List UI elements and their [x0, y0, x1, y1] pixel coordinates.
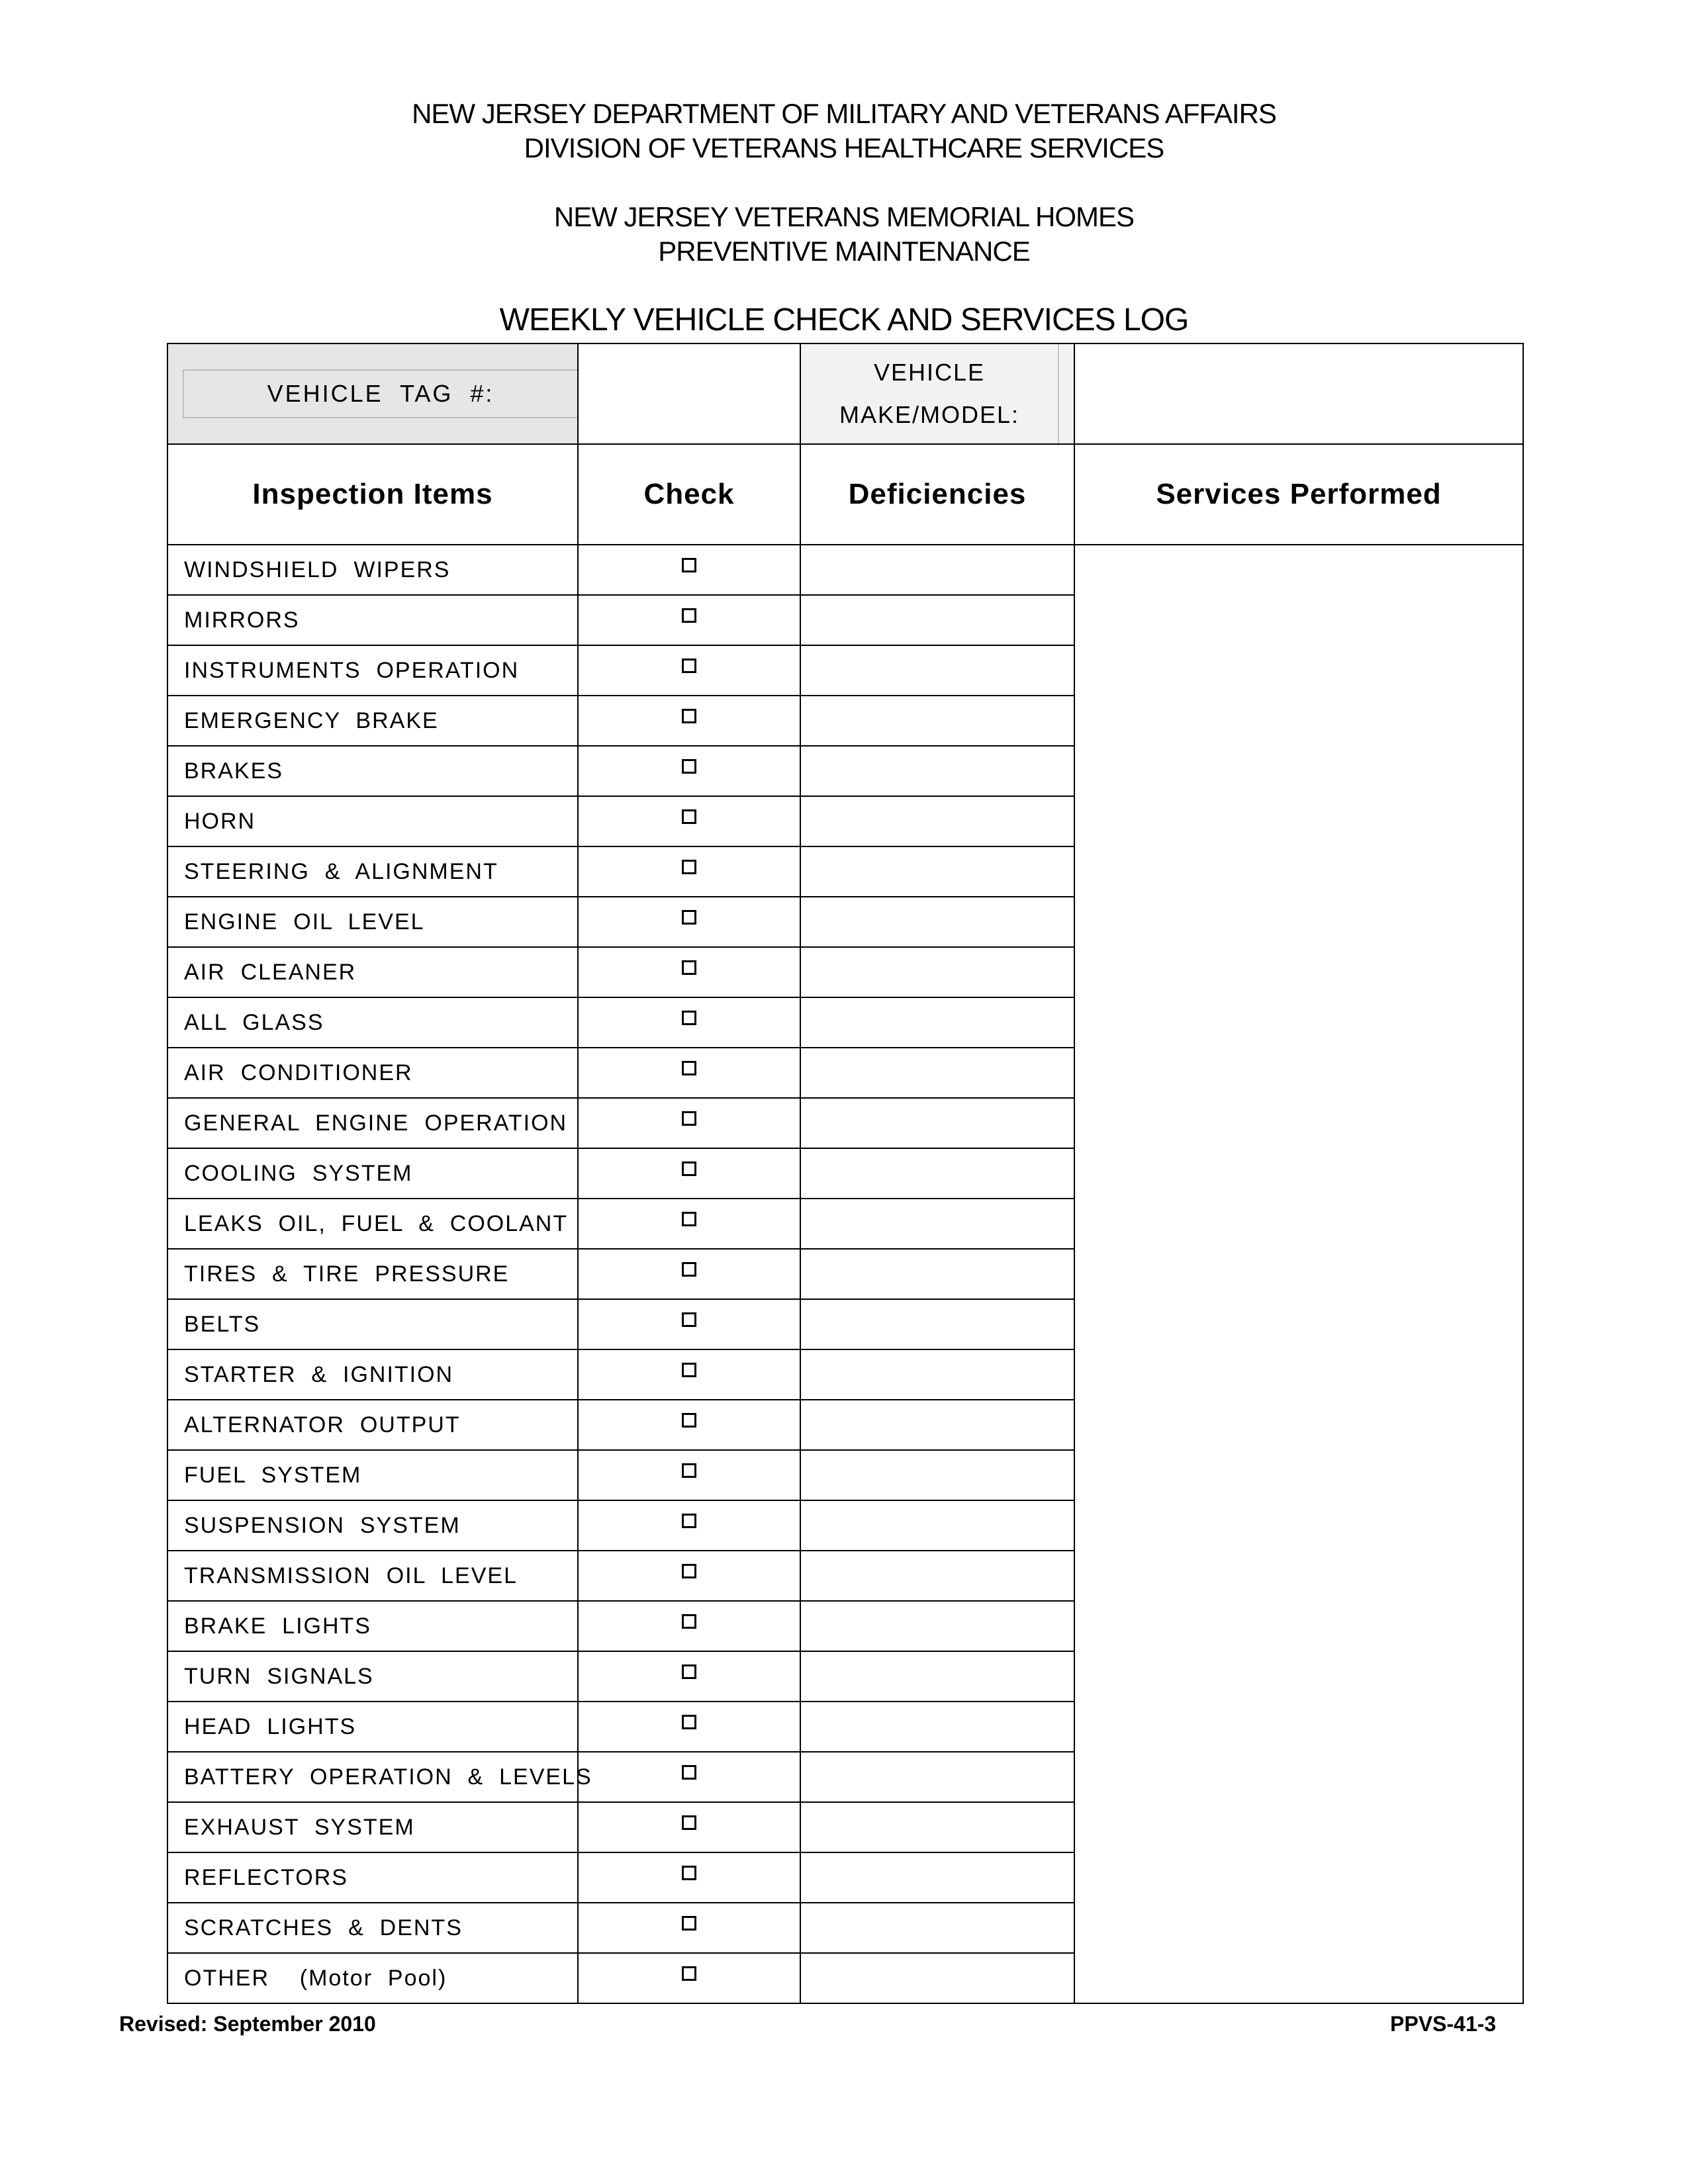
deficiencies-field[interactable]: [800, 696, 1074, 746]
check-cell: [578, 696, 800, 746]
inspection-item-label: TIRES & TIRE PRESSURE: [167, 1249, 578, 1299]
check-cell: [578, 1098, 800, 1148]
check-cell: [578, 1048, 800, 1098]
checkbox[interactable]: [682, 608, 696, 623]
check-cell: [578, 545, 800, 595]
check-cell: [578, 1299, 800, 1349]
vehicle-info-row: [167, 343, 1523, 444]
inspection-item-label: ALL GLASS: [167, 997, 578, 1048]
col-header-deficiencies: Deficiencies: [800, 444, 1074, 545]
checkbox[interactable]: [682, 1815, 696, 1830]
inspection-item-label: INSTRUMENTS OPERATION: [167, 645, 578, 696]
check-cell: [578, 1752, 800, 1802]
check-cell: [578, 1651, 800, 1702]
deficiencies-field[interactable]: [800, 1098, 1074, 1148]
checkbox[interactable]: [682, 659, 696, 673]
check-cell: [578, 796, 800, 846]
column-header-row: [167, 444, 1523, 545]
check-cell: [578, 846, 800, 897]
check-cell: [578, 1802, 800, 1852]
checkbox[interactable]: [682, 709, 696, 723]
checkbox[interactable]: [682, 1262, 696, 1277]
checkbox[interactable]: [682, 759, 696, 774]
deficiencies-field[interactable]: [800, 1702, 1074, 1752]
check-cell: [578, 1551, 800, 1601]
inspection-item-label: BELTS: [167, 1299, 578, 1349]
checkbox[interactable]: [682, 558, 696, 572]
vehicle-tag-label-cell: [167, 343, 578, 444]
form-title: WEEKLY VEHICLE CHECK AND SERVICES LOG: [499, 302, 1189, 338]
inspection-item-label: WINDSHIELD WIPERS: [167, 545, 578, 595]
inspection-item-label: HEAD LIGHTS: [167, 1702, 578, 1752]
inspection-item-label: AIR CONDITIONER: [167, 1048, 578, 1098]
checkbox[interactable]: [682, 1866, 696, 1880]
inspection-item-label: COOLING SYSTEM: [167, 1148, 578, 1199]
inspection-item-label: REFLECTORS: [167, 1852, 578, 1903]
checkbox[interactable]: [682, 809, 696, 824]
deficiencies-field[interactable]: [800, 1551, 1074, 1601]
check-cell: [578, 1349, 800, 1400]
inspection-item-label: OTHER (Motor Pool): [167, 1953, 578, 2003]
deficiencies-field[interactable]: [800, 746, 1074, 796]
inspection-item-label: TRANSMISSION OIL LEVEL: [167, 1551, 578, 1601]
inspection-item-label: EMERGENCY BRAKE: [167, 696, 578, 746]
check-cell: [578, 997, 800, 1048]
deficiencies-field[interactable]: [800, 1199, 1074, 1249]
vehicle-make-label-line1: VEHICLE: [873, 359, 986, 386]
check-cell: [578, 1702, 800, 1752]
deficiencies-field[interactable]: [800, 1450, 1074, 1500]
deficiencies-field[interactable]: [800, 846, 1074, 897]
inspection-item-label: MIRRORS: [167, 595, 578, 645]
checkbox[interactable]: [682, 1715, 696, 1729]
vehicle-tag-field[interactable]: [578, 343, 800, 444]
checkbox[interactable]: [682, 960, 696, 975]
checkbox[interactable]: [682, 1966, 696, 1981]
deficiencies-field[interactable]: [800, 1802, 1074, 1852]
deficiencies-field[interactable]: [800, 1148, 1074, 1199]
deficiencies-field[interactable]: [800, 1601, 1074, 1651]
inspection-item-label: GENERAL ENGINE OPERATION: [167, 1098, 578, 1148]
checkbox[interactable]: [682, 1161, 696, 1176]
inspection-item-label: FUEL SYSTEM: [167, 1450, 578, 1500]
check-cell: [578, 746, 800, 796]
header-homes: NEW JERSEY VETERANS MEMORIAL HOMES: [553, 201, 1135, 232]
inspection-item-label: ALTERNATOR OUTPUT: [167, 1400, 578, 1450]
inspection-item-label: BRAKES: [167, 746, 578, 796]
inspection-item-label: STARTER & IGNITION: [167, 1349, 578, 1400]
check-cell: [578, 645, 800, 696]
vehicle-make-label-cell: [800, 343, 1074, 444]
checkbox[interactable]: [682, 1363, 696, 1377]
header-preventive-maintenance: PREVENTIVE MAINTENANCE: [658, 236, 1030, 267]
checkbox[interactable]: [682, 1111, 696, 1126]
deficiencies-field[interactable]: [800, 545, 1074, 595]
checkbox[interactable]: [682, 1614, 696, 1629]
deficiencies-field[interactable]: [800, 1400, 1074, 1450]
inspection-item-label: BATTERY OPERATION & LEVELS: [167, 1752, 578, 1802]
check-cell: [578, 1249, 800, 1299]
checkbox[interactable]: [682, 860, 696, 874]
inspection-item-label: STEERING & ALIGNMENT: [167, 846, 578, 897]
inspection-item-label: SUSPENSION SYSTEM: [167, 1500, 578, 1551]
checkbox[interactable]: [682, 1564, 696, 1578]
header-division: DIVISION OF VETERANS HEALTHCARE SERVICES: [524, 132, 1164, 163]
check-cell: [578, 1601, 800, 1651]
deficiencies-field[interactable]: [800, 1500, 1074, 1551]
col-header-check: Check: [578, 444, 800, 545]
deficiencies-field[interactable]: [800, 1651, 1074, 1702]
header-department: NEW JERSEY DEPARTMENT OF MILITARY AND VETERANS AFFAIRS: [412, 98, 1276, 129]
revised-date: Revised: September 2010: [119, 2012, 376, 2036]
deficiencies-field[interactable]: [800, 595, 1074, 645]
check-cell: [578, 1199, 800, 1249]
vehicle-make-label-line2: MAKE/MODEL:: [839, 401, 1020, 428]
check-cell: [578, 1903, 800, 1953]
deficiencies-field[interactable]: [800, 1249, 1074, 1299]
inspection-item-label: BRAKE LIGHTS: [167, 1601, 578, 1651]
services-performed-field[interactable]: [1074, 545, 1523, 2003]
check-cell: [578, 947, 800, 997]
checkbox[interactable]: [682, 1664, 696, 1679]
inspection-row: [167, 545, 1523, 595]
check-cell: [578, 1148, 800, 1199]
check-cell: [578, 1450, 800, 1500]
checkbox[interactable]: [682, 1312, 696, 1327]
check-cell: [578, 595, 800, 645]
check-cell: [578, 1500, 800, 1551]
inspection-item-label: AIR CLEANER: [167, 947, 578, 997]
inspection-item-label: TURN SIGNALS: [167, 1651, 578, 1702]
col-header-inspection-items: Inspection Items: [167, 444, 578, 545]
deficiencies-field[interactable]: [800, 1752, 1074, 1802]
deficiencies-field[interactable]: [800, 897, 1074, 947]
vehicle-tag-label: VEHICLE TAG #:: [267, 380, 494, 407]
inspection-item-label: HORN: [167, 796, 578, 846]
inspection-item-label: SCRATCHES & DENTS: [167, 1903, 578, 1953]
inspection-item-label: EXHAUST SYSTEM: [167, 1802, 578, 1852]
checkbox[interactable]: [682, 1463, 696, 1478]
deficiencies-field[interactable]: [800, 796, 1074, 846]
deficiencies-field[interactable]: [800, 1953, 1074, 2003]
vehicle-make-model-field[interactable]: [1074, 343, 1523, 444]
checkbox[interactable]: [682, 1514, 696, 1528]
deficiencies-field[interactable]: [800, 1349, 1074, 1400]
check-cell: [578, 897, 800, 947]
deficiencies-field[interactable]: [800, 1299, 1074, 1349]
checkbox[interactable]: [682, 910, 696, 925]
deficiencies-field[interactable]: [800, 997, 1074, 1048]
col-header-services-performed: Services Performed: [1074, 444, 1523, 545]
checkbox[interactable]: [682, 1011, 696, 1025]
deficiencies-field[interactable]: [800, 1903, 1074, 1953]
checkbox[interactable]: [682, 1413, 696, 1428]
deficiencies-field[interactable]: [800, 1048, 1074, 1098]
checkbox[interactable]: [682, 1916, 696, 1931]
vehicle-check-table: [167, 343, 1524, 2004]
form-id: PPVS-41-3: [1390, 2012, 1497, 2036]
deficiencies-field[interactable]: [800, 1852, 1074, 1903]
checkbox[interactable]: [682, 1765, 696, 1780]
checkbox[interactable]: [682, 1061, 696, 1075]
deficiencies-field[interactable]: [800, 645, 1074, 696]
inspection-item-label: ENGINE OIL LEVEL: [167, 897, 578, 947]
deficiencies-field[interactable]: [800, 947, 1074, 997]
inspection-item-label: LEAKS OIL, FUEL & COOLANT: [167, 1199, 578, 1249]
check-cell: [578, 1953, 800, 2003]
check-cell: [578, 1852, 800, 1903]
checkbox[interactable]: [682, 1212, 696, 1226]
check-cell: [578, 1400, 800, 1450]
